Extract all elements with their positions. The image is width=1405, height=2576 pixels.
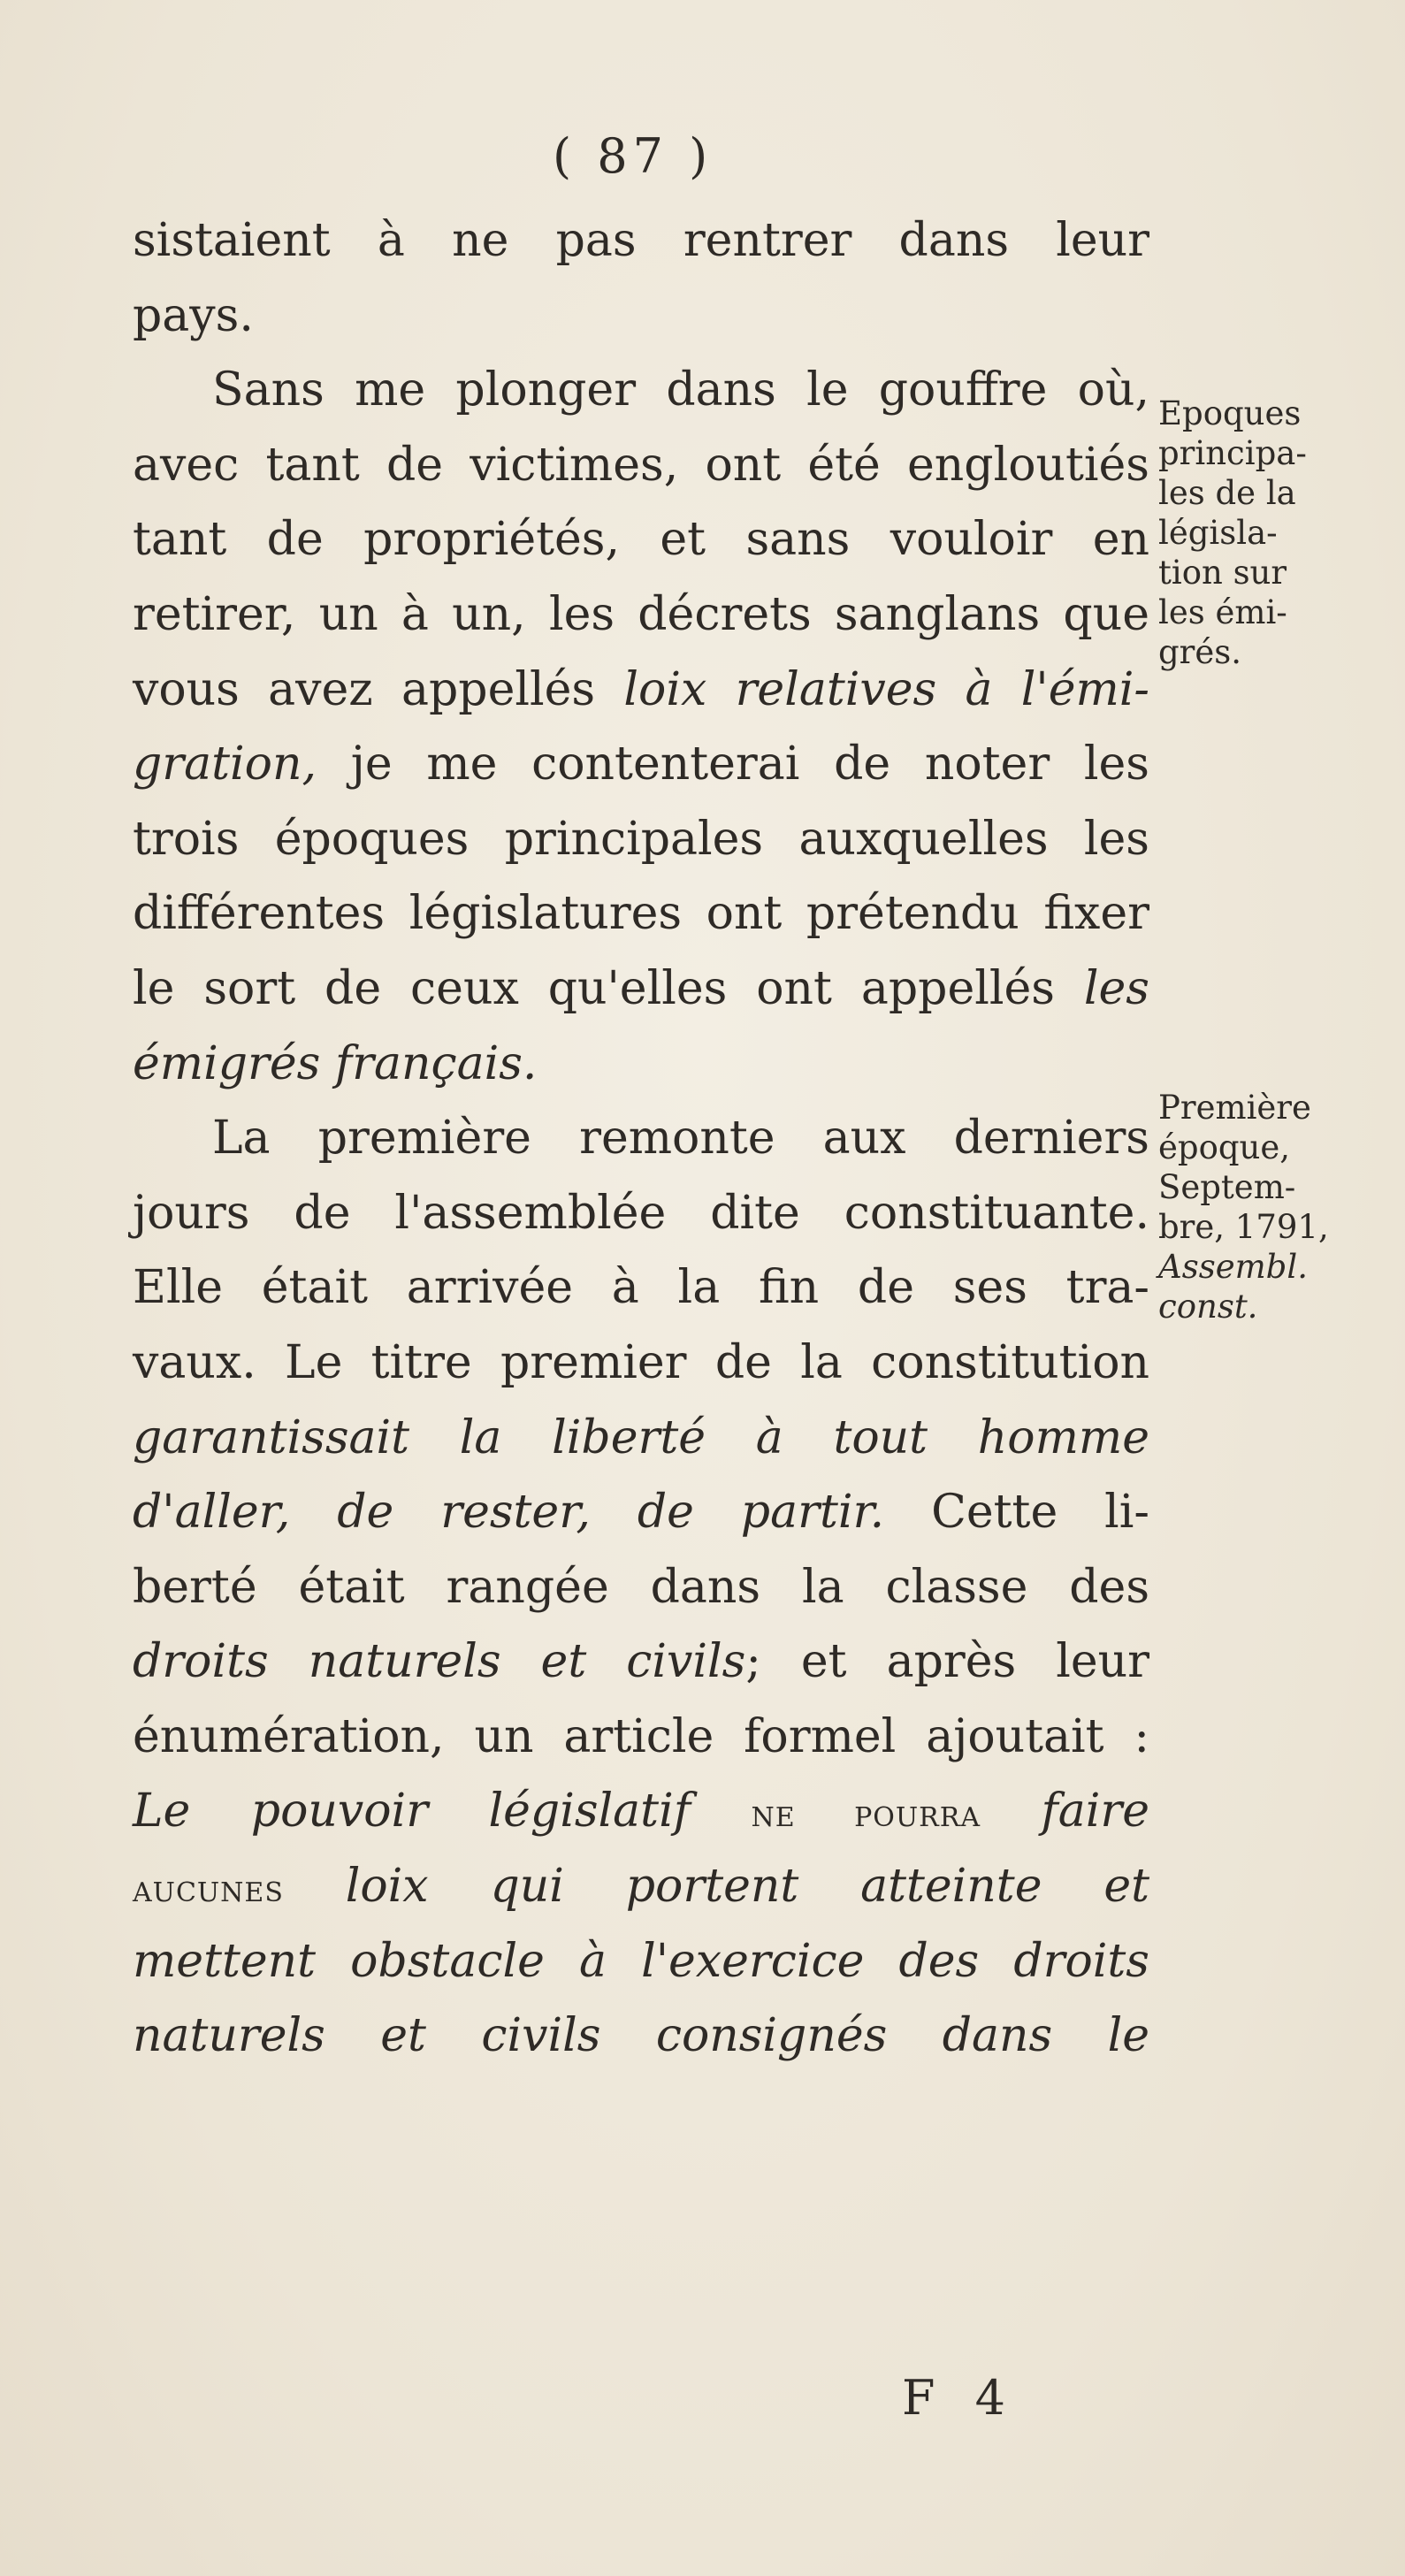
margin-line: époque, [1158, 1128, 1291, 1166]
text-line: différentes législatures ont prétendu fixer [133, 887, 1149, 941]
margin-line: const. [1158, 1288, 1258, 1326]
margin-line: grés. [1158, 633, 1242, 671]
text-line: aucunes loix qui portent atteinte et [133, 1860, 1149, 1914]
text-line: Le pouvoir législatif ne pourra faire [133, 1785, 1149, 1838]
margin-line: les de la [1158, 474, 1296, 512]
text-line: jours de l'assemblée dite constituante. [133, 1186, 1149, 1240]
text-line: Elle était arrivée à la fin de ses tra- [133, 1261, 1149, 1315]
text-line: énumération, un article formel ajoutait : [133, 1709, 1149, 1763]
text-line: vous avez appellés loix relatives à l'émi- [133, 662, 1149, 716]
margin-line: bre, 1791, [1158, 1208, 1329, 1246]
text-line: gration, je me contenterai de noter les [133, 738, 1149, 791]
margin-line: Assembl. [1158, 1248, 1308, 1286]
text-line: mettent obstacle à l'exercice des droits [133, 1934, 1149, 1988]
margin-line: Epoques [1158, 394, 1302, 432]
margin-line: Septem- [1158, 1168, 1296, 1206]
text-line: naturels et civils consignés dans le [133, 2009, 1149, 2063]
text-line: émigrés français. [133, 1036, 538, 1090]
signature-mark: F 4 [902, 2370, 1018, 2426]
margin-note-epoques [1158, 394, 1397, 672]
text-line: le sort de ceux qu'elles ont appellés les [133, 961, 1149, 1015]
margin-line: principa- [1158, 434, 1307, 472]
text-line: garantissait la liberté à tout homme [133, 1410, 1149, 1464]
text-line: droits naturels et civils; et après leur [133, 1635, 1149, 1689]
margin-line: législa- [1158, 514, 1278, 552]
text-line: berté était rangée dans la classe des [133, 1560, 1149, 1614]
text-line: tant de propriétés, et sans vouloir en [133, 513, 1149, 567]
text-line: La première remonte aux derniers [212, 1112, 1149, 1166]
text-line: vaux. Le titre premier de la constitution [133, 1335, 1149, 1389]
body-text [133, 203, 1149, 2074]
text-line: pays. [133, 288, 254, 342]
page-number: ( 87 ) [553, 128, 714, 184]
margin-line: tion sur [1158, 554, 1287, 592]
text-line: trois époques principales auxquelles les [133, 812, 1149, 866]
margin-line: Première [1158, 1089, 1311, 1127]
text-line: Sans me plonger dans le gouffre où, [212, 363, 1149, 417]
margin-note-premiere-epoque [1158, 1088, 1397, 1326]
text-line: avec tant de victimes, ont été engloutiés [133, 438, 1149, 492]
text-line: d'aller, de rester, de partir. Cette li- [133, 1486, 1149, 1540]
text-line: retirer, un à un, les décrets sanglans que [133, 587, 1149, 641]
margin-line: les émi- [1158, 593, 1287, 631]
text-line: sistaient à ne pas rentrer dans leur [133, 214, 1149, 267]
